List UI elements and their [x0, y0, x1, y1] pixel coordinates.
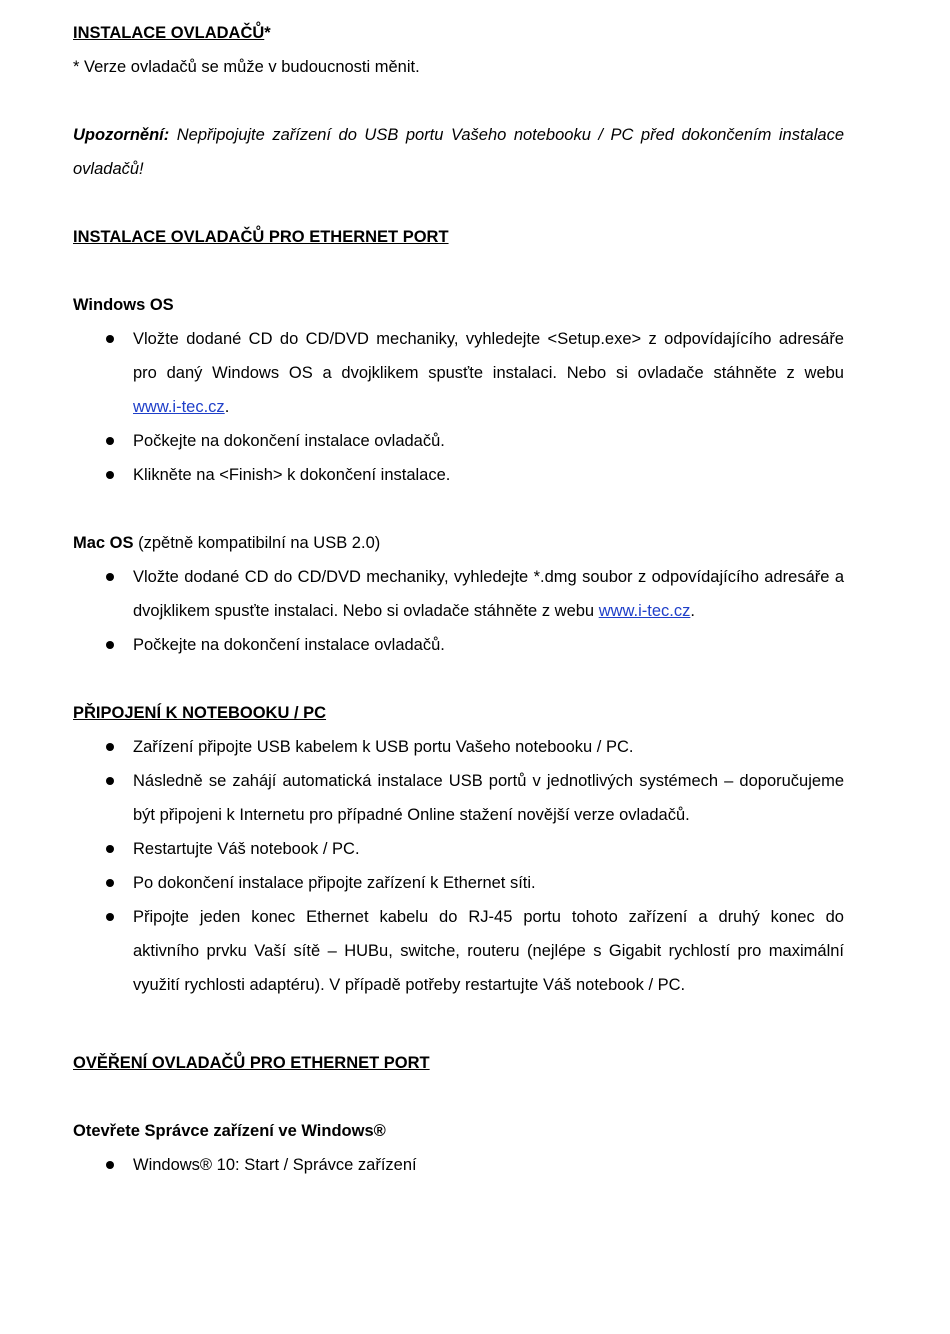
mac-os-title-line	[73, 526, 844, 560]
mac-os-title: Mac OS	[73, 534, 134, 552]
document-page	[73, 16, 844, 1182]
verify-heading: OVĚŘENÍ OVLADAČŮ PRO ETHERNET PORT	[73, 1054, 430, 1072]
version-note: * Verze ovladačů se může v budoucnosti měnit.	[73, 58, 420, 76]
bullet-icon	[106, 1161, 114, 1169]
ethernet-install-heading: INSTALACE OVLADAČŮ PRO ETHERNET PORT	[73, 228, 449, 246]
install-heading-asterisk: *	[264, 24, 271, 42]
list-item: Vložte dodané CD do CD/DVD mechaniky, vyhledejte *.dmg soubor z odpovídajícího adresáře a dvojklikem spusťte instalaci. Nebo si ovladače stáhněte z webu www.i-tec.cz.	[73, 560, 844, 628]
itec-link[interactable]: www.i-tec.cz	[598, 602, 691, 620]
warning-label: Upozornění:	[73, 126, 170, 144]
bullet-icon	[106, 777, 114, 785]
bullet-icon	[106, 573, 114, 581]
warning-text: Nepřipojujte zařízení do USB portu Vašeho notebooku / PC před dokončením instalace	[169, 126, 844, 144]
bullet-icon	[106, 845, 114, 853]
mac-os-subtitle: (zpětně kompatibilní na USB 2.0)	[133, 534, 381, 552]
device-manager-title: Otevřete Správce zařízení ve Windows®	[73, 1122, 386, 1140]
install-heading-line	[73, 16, 844, 50]
bullet-icon	[106, 743, 114, 751]
list-item: Windows® 10: Start / Správce zařízení	[73, 1148, 844, 1182]
list-item: Počkejte na dokončení instalace ovladačů.	[73, 424, 844, 458]
bullet-icon	[106, 879, 114, 887]
connection-heading: PŘIPOJENÍ K NOTEBOOKU / PC	[73, 704, 327, 722]
bullet-icon	[106, 641, 114, 649]
bullet-icon	[106, 437, 114, 445]
bullet-icon	[106, 913, 114, 921]
bullet-icon	[106, 471, 114, 479]
list-item: Klikněte na <Finish> k dokončení instalace.	[73, 458, 844, 492]
list-item: Připojte jeden konec Ethernet kabelu do RJ-45 portu tohoto zařízení a druhý konec do aktivního prvku Vaší sítě – HUBu, switche, routeru (nejlépe s Gigabit rychlostí pro maximální využití rychlosti adaptéru). V případě potřeby restartujte Váš notebook / PC.	[73, 900, 844, 1002]
bullet-icon	[106, 335, 114, 343]
list-item: Po dokončení instalace připojte zařízení k Ethernet síti.	[73, 866, 844, 900]
warning-line-2: ovladačů!	[73, 160, 144, 178]
install-heading: INSTALACE OVLADAČŮ	[73, 24, 265, 42]
list-item: Zařízení připojte USB kabelem k USB portu Vašeho notebooku / PC.	[73, 730, 844, 764]
warning-line-1	[73, 118, 844, 152]
windows-os-title: Windows OS	[73, 296, 174, 314]
list-item: Následně se zahájí automatická instalace USB portů v jednotlivých systémech – doporučujeme být připojeni k Internetu pro případné Online stažení novější verze ovladačů.	[73, 764, 844, 832]
list-item: Počkejte na dokončení instalace ovladačů.	[73, 628, 844, 662]
itec-link[interactable]: www.i-tec.cz	[133, 398, 225, 416]
list-item: Restartujte Váš notebook / PC.	[73, 832, 844, 866]
list-item: Vložte dodané CD do CD/DVD mechaniky, vyhledejte <Setup.exe> z odpovídajícího adresáře pro daný Windows OS a dvojklikem spusťte instalaci. Nebo si ovladače stáhněte z webu www.i-tec.cz.	[73, 322, 844, 424]
